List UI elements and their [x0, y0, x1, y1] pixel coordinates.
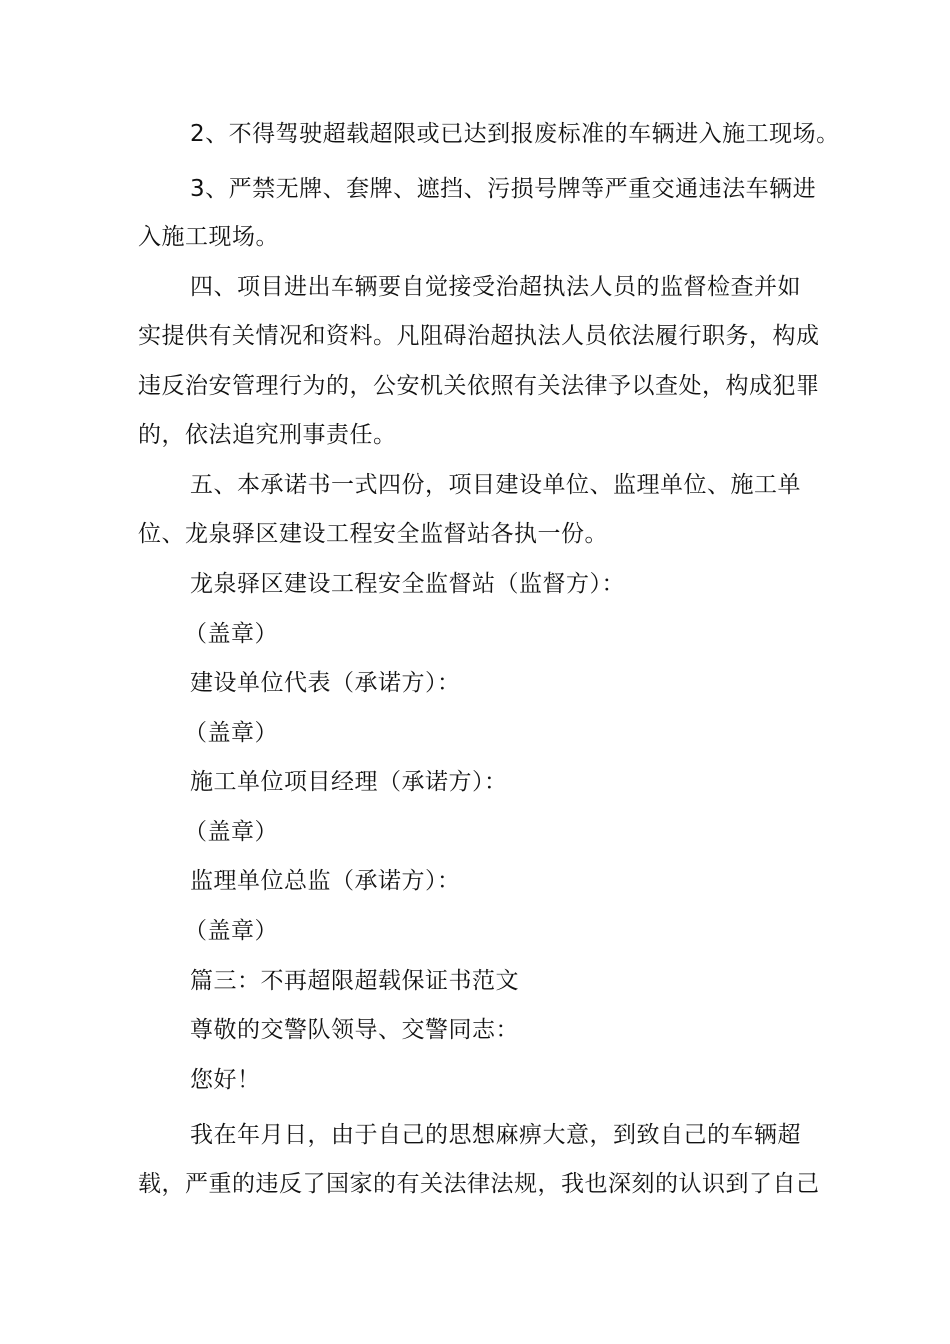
section-4-line-4: 的，依法追究刑事责任。 — [138, 422, 397, 448]
contractor-signature-label: 施工单位项目经理（承诺方）： — [190, 769, 508, 795]
section-heading: 篇三：不再超限超载保证书范文 — [190, 968, 519, 994]
section-4-line-2: 实提供有关情况和资料。凡阻碍治超执法人员依法履行职务，构成 — [138, 323, 820, 349]
seal-placeholder: （盖章） — [184, 621, 278, 647]
section-5-line-2: 位、龙泉驿区建设工程安全监督站各执一份。 — [138, 521, 608, 547]
supervision-signature-label: 监理单位总监（承诺方）： — [190, 868, 461, 894]
seal-placeholder: （盖章） — [184, 918, 278, 944]
clause-3-line-2: 入施工现场。 — [138, 224, 279, 250]
section-4-line-1: 四、项目进出车辆要自觉接受治超执法人员的监督检查并如 — [190, 274, 801, 300]
seal-placeholder: （盖章） — [184, 720, 278, 746]
body-paragraph-line-2: 载，严重的违反了国家的有关法律法规，我也深刻的认识到了自己 — [138, 1171, 820, 1197]
section-4-line-3: 违反治安管理行为的，公安机关依照有关法律予以查处，构成犯罪 — [138, 373, 820, 399]
supervisor-signature-label: 龙泉驿区建设工程安全监督站（监督方）： — [190, 571, 625, 597]
seal-placeholder: （盖章） — [184, 819, 278, 845]
builder-signature-label: 建设单位代表（承诺方）： — [190, 670, 461, 696]
section-5-line-1: 五、本承诺书一式四份，项目建设单位、监理单位、施工单 — [190, 472, 801, 498]
clause-3-line-1: 3、严禁无牌、套牌、遮挡、污损号牌等严重交通违法车辆进 — [190, 176, 817, 202]
body-paragraph-line-1: 我在年月日，由于自己的思想麻痹大意，到致自己的车辆超 — [190, 1122, 801, 1148]
salutation: 尊敬的交警队领导、交警同志： — [190, 1017, 519, 1043]
clause-2-line: 2、不得驾驶超载超限或已达到报废标准的车辆进入施工现场。 — [190, 121, 840, 147]
greeting: 您好！ — [190, 1067, 261, 1093]
